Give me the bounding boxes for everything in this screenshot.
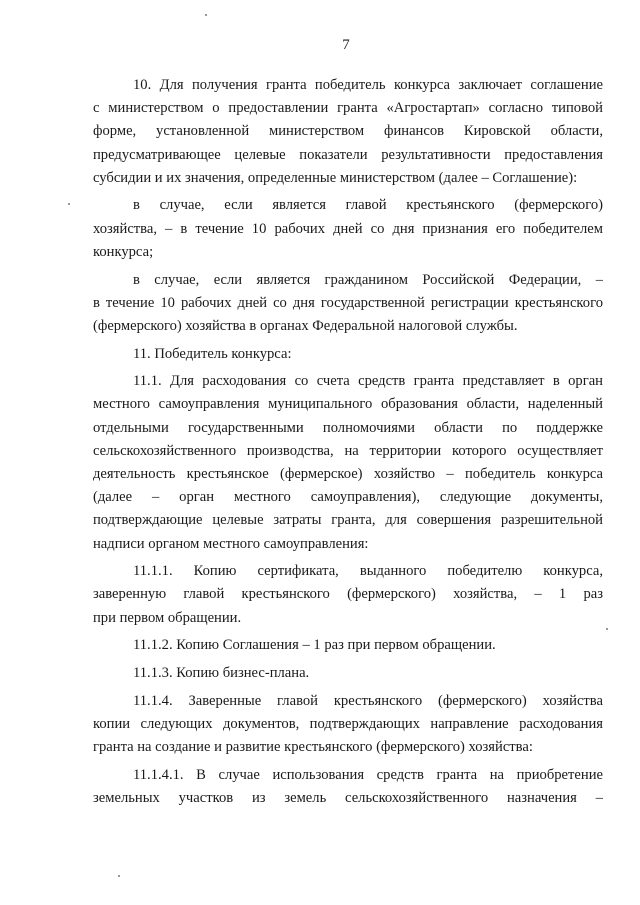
paragraph — [93, 662, 603, 685]
text-line: 11.1.3. Копию бизнес-плана. — [133, 665, 310, 681]
text-line: 11.1. Для расходования со счета средств гранта представляет в орган — [133, 373, 603, 390]
document-body — [93, 74, 603, 810]
text-line: 10. Для получения гранта победитель конкурса заключает соглашение — [133, 77, 603, 93]
text-line: предусматривающее целевые показатели результативности предоставления — [93, 146, 603, 163]
text-line: 11.1.1. Копию сертификата, выданного победителю конкурса, — [133, 563, 603, 580]
text-line: гранта на создание и развитие крестьянского (фермерского) хозяйства: — [93, 739, 533, 756]
text-line: (фермерского) хозяйства в органах Федеральной налоговой службы. — [93, 317, 518, 334]
text-line: отдельными государственными полномочиями области по поддержке — [93, 419, 603, 436]
text-line: копии следующих документов, подтверждающих направление расходования — [93, 715, 603, 732]
text-line: земельных участков из земель сельскохозяйственного назначения – — [93, 789, 603, 806]
scan-speck — [606, 628, 608, 630]
text-line: в случае, если является гражданином Российской Федерации, – — [133, 271, 603, 288]
text-line: сельскохозяйственного производства, на территории которого осуществляет — [93, 442, 603, 459]
text-line: подтверждающие целевые затраты гранта, для совершения разрешительной — [93, 512, 603, 529]
text-line: 11. Победитель конкурса: — [133, 345, 292, 362]
paragraph — [93, 764, 603, 810]
paragraph — [93, 74, 603, 190]
text-line: местного самоуправления муниципального образования области, наделенный — [93, 396, 603, 413]
text-line: 11.1.2. Копию Соглашения – 1 раз при первом обращении. — [133, 637, 496, 654]
paragraph — [93, 690, 603, 760]
scan-speck — [205, 14, 207, 16]
text-line: хозяйства, – в течение 10 рабочих дней со дня признания его победителем — [93, 220, 603, 237]
text-line: 11.1.4. Заверенные главой крестьянского (фермерского) хозяйства — [133, 692, 603, 709]
text-line: с министерством о предоставлении гранта «Агростартап» согласно типовой — [93, 100, 603, 117]
paragraph — [93, 370, 603, 556]
scan-speck — [68, 203, 70, 205]
text-line: надписи органом местного самоуправления: — [93, 535, 369, 552]
scan-speck — [118, 875, 120, 877]
text-line: конкурса; — [93, 243, 154, 260]
paragraph — [93, 634, 603, 657]
paragraph — [93, 269, 603, 339]
paragraph — [93, 343, 603, 366]
text-line: заверенную главой крестьянского (фермерского) хозяйства, – 1 раз — [93, 586, 603, 603]
page-number: 7 — [342, 37, 350, 53]
paragraph — [93, 560, 603, 630]
paragraph — [93, 194, 603, 264]
text-line: при первом обращении. — [93, 609, 242, 626]
text-line: деятельность крестьянское (фермерское) хозяйство – победитель конкурса — [93, 466, 603, 482]
text-line: форме, установленной министерством финансов Кировской области, — [93, 123, 603, 140]
text-line: 11.1.4.1. В случае использования средств гранта на приобретение — [133, 766, 603, 783]
text-line: в случае, если является главой крестьянского (фермерского) — [133, 197, 603, 214]
text-line: (далее – орган местного самоуправления), следующие документы, — [93, 489, 603, 506]
text-line: субсидии и их значения, определенные министерством (далее – Соглашение): — [93, 169, 578, 186]
text-line: в течение 10 рабочих дней со дня государственной регистрации крестьянского — [93, 294, 603, 311]
